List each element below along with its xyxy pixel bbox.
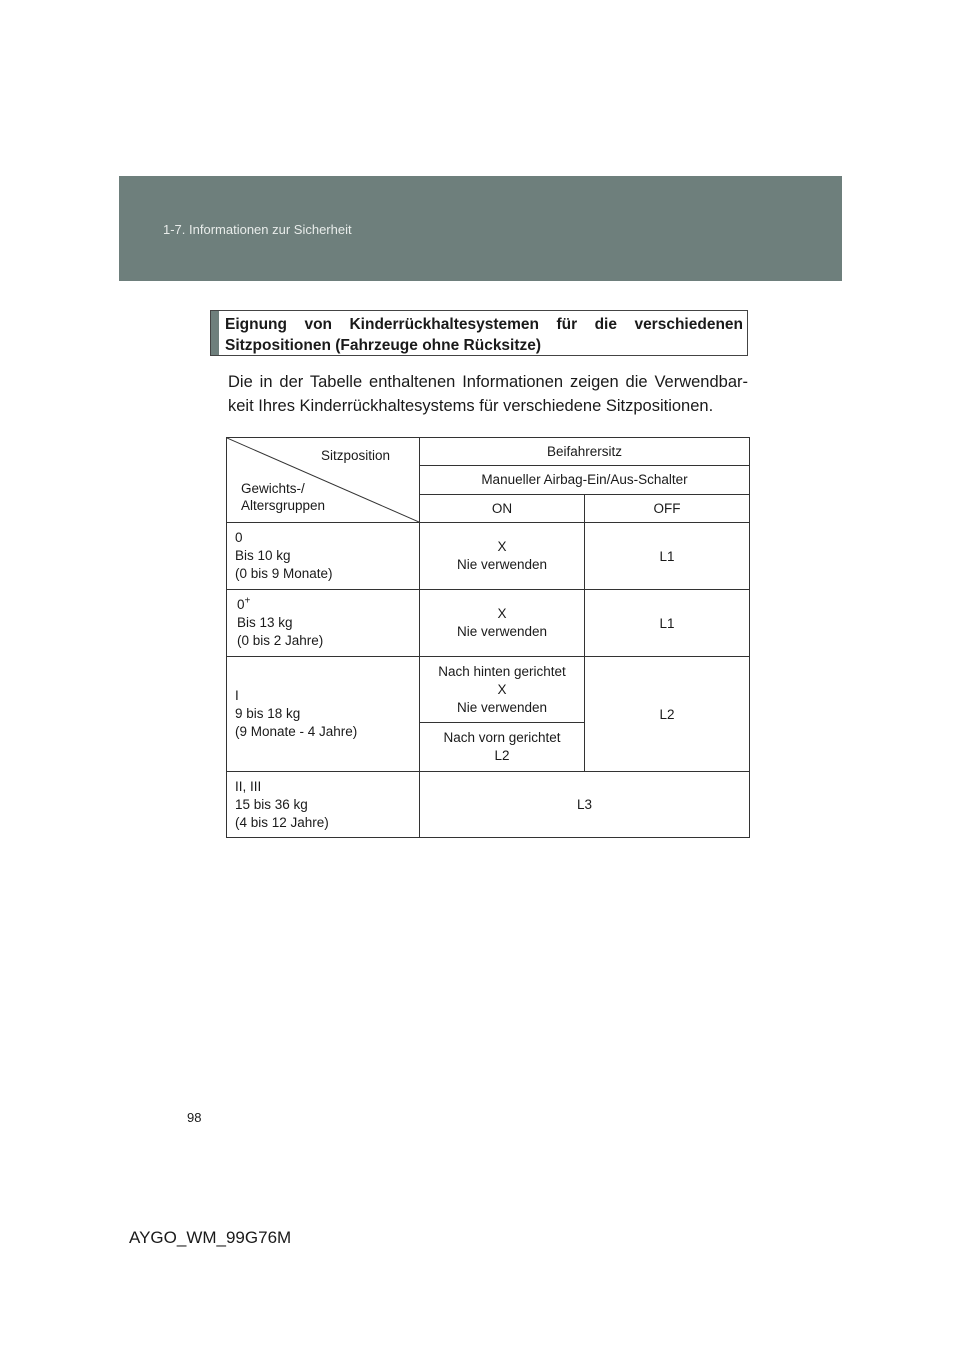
on-note: Nie verwenden [456,624,548,639]
intro-paragraph: Die in der Tabelle enthaltenen Informationen zeigen die Verwendbar-keit Ihres Kinderrückhaltesystems für verschiedene Sitzpositionen. [228,373,748,415]
airbag-switch-header: Manueller Airbag-Ein/Aus-Schalter [420,466,750,494]
group-age: (9 Monate - 4 Jahre) [235,724,358,739]
rear-facing-label: Nach hinten gerichtet [438,663,566,679]
on-cell [420,523,585,590]
group-cell [227,772,420,838]
group-name: II, III [235,778,262,794]
on-forward-facing-cell [420,723,585,772]
group-age: (0 bis 9 Monate) [235,566,333,581]
on-cell [420,590,585,657]
group-weight: Bis 13 kg [237,615,293,630]
group-name: 0+ [237,595,251,612]
document-code: AYGO_WM_99G76M [129,1228,292,1247]
on-mark: X [497,681,507,697]
group-cell [227,657,420,772]
group-weight: 15 bis 36 kg [235,796,308,812]
seat-header: Beifahrersitz [420,438,750,466]
on-note: Nie verwenden [456,557,548,572]
on-rear-facing-cell [420,657,585,723]
chapter-header-band [119,176,842,281]
table-row [227,657,750,723]
group-label [241,480,325,514]
on-note: Nie verwenden [456,699,548,715]
suitability-table [226,437,750,838]
on-header: ON [420,494,585,522]
on-off-merged-cell: L3 [420,772,750,838]
group-cell [227,523,420,590]
off-cell: L1 [585,590,750,657]
section-title-box [210,310,748,356]
on-value: L2 [494,748,510,763]
group-superscript: + [244,595,251,607]
group-weight: 9 bis 18 kg [235,706,301,721]
section-title-accent-bar [211,311,219,355]
on-mark: X [497,539,507,554]
off-header: OFF [585,494,750,522]
table-row [227,523,750,590]
table-corner-header [227,438,420,523]
group-label-line-1: Gewichts-/ [241,481,305,496]
group-weight: Bis 10 kg [235,548,291,563]
group-cell [227,590,420,657]
group-age: (4 bis 12 Jahre) [235,814,329,830]
forward-facing-label: Nach vorn gerichtet [443,730,561,745]
table-row [227,590,750,657]
group-name: 0 [235,530,243,545]
seat-position-label: Sitzposition [321,448,391,463]
group-name: I [235,688,239,703]
on-mark: X [497,606,507,621]
group-label-line-2: Altersgruppen [241,498,326,513]
group-age: (0 bis 2 Jahre) [237,633,324,648]
off-cell: L1 [585,523,750,590]
page-number: 98 [187,1110,202,1125]
table-row [227,772,750,838]
chapter-breadcrumb: 1-7. Informationen zur Sicherheit [163,222,352,237]
section-title: Eignung von Kinderrückhaltesystemen für die verschiedenen Sitzpositionen (Fahrzeuge ohne Rücksitze) [225,316,743,354]
off-cell: L2 [585,657,750,772]
